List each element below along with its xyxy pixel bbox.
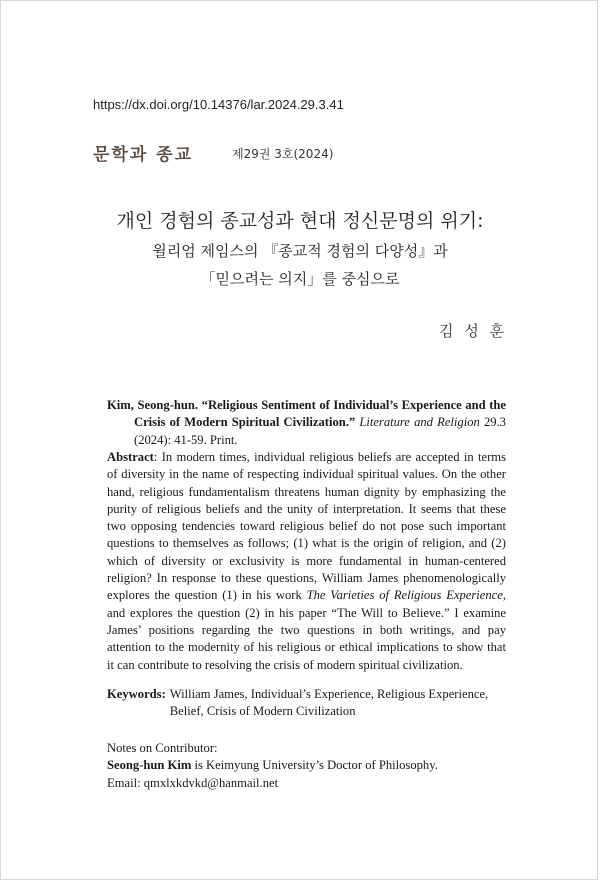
author-name: 김 성 훈 [438, 322, 507, 340]
doi-link[interactable]: https://dx.doi.org/10.14376/lar.2024.29.3.41 [93, 97, 344, 112]
keywords [107, 686, 506, 721]
citation-journal: Literature and Religion [359, 415, 480, 430]
keywords-list: William James, Individual’s Experience, Religious Experience, Belief, Crisis of Modern Civilization [169, 687, 489, 719]
contributor-email[interactable]: Email: qmxlxkdvkd@hanmail.net [107, 775, 279, 790]
citation-details: 29.3 (2024): 41-59. Print. [134, 415, 506, 447]
paper-subtitle-line2: 「믿으려는 의지」를 중심으로 [200, 270, 400, 288]
abstract-label: Abstract [107, 450, 154, 464]
citation [107, 397, 506, 449]
abstract [107, 449, 506, 674]
citation-authors: Kim, Seong-hun. [107, 398, 199, 412]
contributor-name: Seong-hun Kim [107, 758, 192, 773]
contributor-line [107, 757, 506, 774]
contributor-description: is Keimyung University’s Doctor of Philosophy. [191, 758, 438, 773]
abstract-work-title: The Varieties of Religious Experience [306, 588, 503, 603]
paper-subtitle-line1: 윌리엄 제임스의 『종교적 경험의 다양성』과 [152, 242, 448, 260]
contributor-notes [107, 740, 506, 792]
keywords-label: Keywords: [107, 687, 166, 701]
journal-issue: 제29권 3호(2024) [232, 147, 334, 161]
journal-name: 문학과 종교 [93, 145, 194, 165]
paper-title: 개인 경험의 종교성과 현대 정신문명의 위기: [116, 210, 484, 232]
notes-heading: Notes on Contributor: [107, 741, 218, 755]
abstract-text-part2: , and explores the question (2) in his paper “The Will to Believe.” I examine James’ positions regarding the two questions in both writings, and pay attention to the modernity of his religious or ethical implications to show that it can contribute to resolving the crisis of modern spiritual civilization. [107, 588, 507, 672]
abstract-text-part1: : In modern times, individual religious beliefs are accepted in terms of diversity in the name of respecting individual spiritual values. On the other hand, religious fundamentalism threatens human dignity by emphasizing the purity of religious beliefs and the unity of interpretation. It seems that these two opposing tendencies toward religious belief do not pose such important questions to themselves as follows; (1) what is the origin of religion, and (2) which of diversity or exclusivity is more fundamental in human-centered religion? In response to these questions, William James phenomenologically explores the question (1) in his work [107, 450, 506, 603]
citation-article-title: “Religious Sentiment of Individual’s Experience and the Crisis of Modern Spiritual Civilization.” [134, 398, 506, 430]
